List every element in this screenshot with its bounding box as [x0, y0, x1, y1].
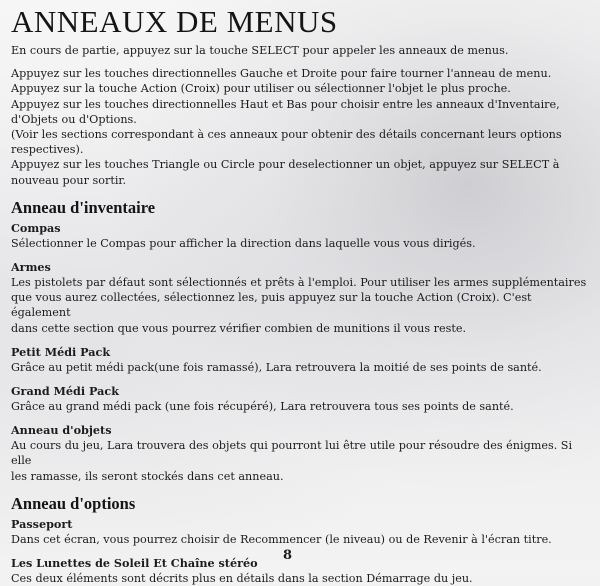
item-text: dans cette section que vous pourrez vérifier combien de munitions il vous reste. — [11, 321, 467, 335]
instruction-line: nouveau pour sortir. — [11, 173, 127, 187]
page-number: 8 — [283, 548, 293, 563]
inventory-heading: Anneau d'inventaire — [11, 197, 156, 217]
inventory-item-petit-medi-pack — [11, 345, 591, 375]
inventory-item-anneau-objets — [11, 423, 591, 484]
page-title: ANNEAUX DE MENUS — [11, 4, 338, 39]
options-heading: Anneau d'options — [11, 493, 136, 513]
item-title: Grand Médi Pack — [11, 384, 119, 399]
instructions-block — [11, 66, 591, 188]
instruction-line: (Voir les sections correspondant à ces anneaux pour obtenir des détails concernant leurs options — [11, 128, 562, 142]
item-text: que vous aurez collectées, sélectionnez les, puis appuyez sur la touche Action (Croix). C'est également — [11, 291, 532, 320]
item-text: les ramasse, ils seront stockés dans cet anneau. — [11, 469, 284, 483]
item-text: Les pistolets par défaut sont sélectionnés et prêts à l'emploi. Pour utiliser les armes supplémentaires — [11, 276, 587, 290]
intro-paragraph: En cours de partie, appuyez sur la touche SELECT pour appeler les anneaux de menus. — [11, 44, 509, 57]
item-text: Sélectionner le Compas pour afficher la direction dans laquelle vous vous dirigés. — [11, 236, 476, 250]
instruction-line: Appuyez sur les touches Triangle ou Circle pour deselectionner un objet, appuyez sur SELECT à — [11, 158, 560, 172]
inventory-item-grand-medi-pack — [11, 384, 591, 414]
item-text: Grâce au petit médi pack(une fois ramassé), Lara retrouvera la moitié de ses points de santé. — [11, 360, 542, 374]
item-text: Dans cet écran, vous pourrez choisir de Recommencer (le niveau) ou de Revenir à l'écran titre. — [11, 532, 552, 546]
options-item-lunettes — [11, 556, 591, 586]
inventory-item-armes — [11, 260, 591, 336]
instruction-line: d'Objets ou d'Options. — [11, 112, 137, 126]
item-title: Anneau d'objets — [11, 423, 112, 438]
item-title: Les Lunettes de Soleil Et Chaîne stéréo — [11, 556, 258, 571]
instruction-line: Appuyez sur la touche Action (Croix) pour utiliser ou sélectionner l'objet le plus proche. — [11, 82, 511, 96]
page-content — [11, 4, 591, 586]
instruction-line: Appuyez sur les touches directionnelles Gauche et Droite pour faire tourner l'anneau de menu. — [11, 67, 552, 81]
item-text: Ces deux éléments sont décrits plus en détails dans la section Démarrage du jeu. — [11, 572, 473, 586]
instruction-line: Appuyez sur les touches directionnelles Haut et Bas pour choisir entre les anneaux d'Inventaire, — [11, 97, 560, 111]
instruction-line: respectives). — [11, 143, 84, 157]
item-text: Au cours du jeu, Lara trouvera des objets qui pourront lui être utile pour résoudre des énigmes. Si elle — [11, 439, 573, 468]
options-item-passeport — [11, 517, 591, 547]
item-title: Armes — [11, 260, 51, 275]
inventory-item-compas — [11, 221, 591, 251]
item-title: Passeport — [11, 516, 73, 531]
item-title: Petit Médi Pack — [11, 344, 111, 359]
item-text: Grâce au grand médi pack (une fois récupéré), Lara retrouvera tous ses points de santé. — [11, 400, 514, 414]
item-title: Compas — [11, 220, 61, 235]
